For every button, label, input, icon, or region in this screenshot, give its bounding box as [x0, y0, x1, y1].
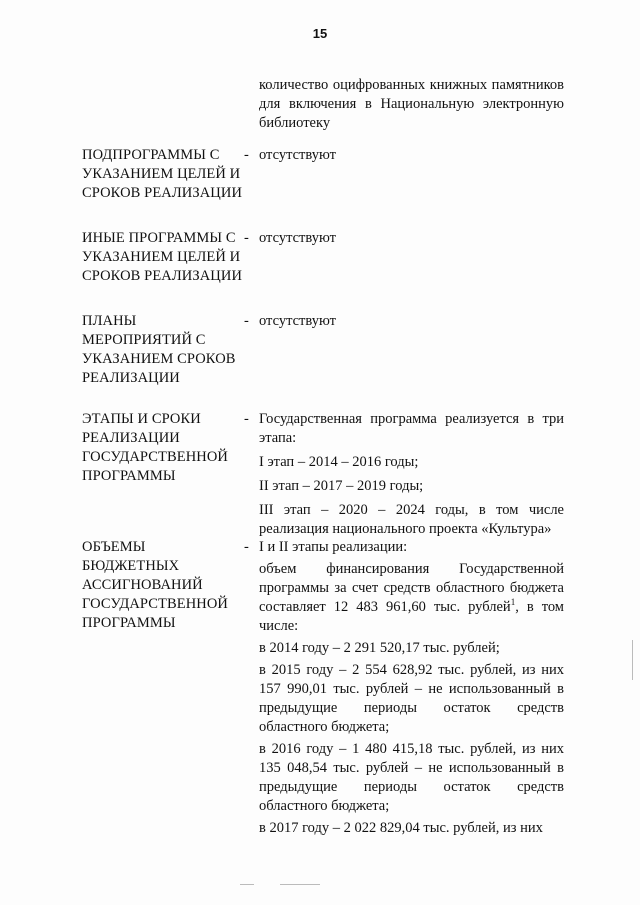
budget-total-tail: , в том числе:: [259, 599, 564, 634]
budget-total-text: объем финансирования Государственной программы за счет средств областного бюджета составляет 12 483 961,60 тыс. рублей: [259, 561, 564, 615]
row-dash: -: [244, 313, 249, 329]
row-label-other-programs: ИНЫЕ ПРОГРАММЫ С УКАЗАНИЕМ ЦЕЛЕЙ И СРОКОВ РЕАЛИЗАЦИИ: [82, 230, 243, 284]
scan-artifact: [280, 884, 320, 885]
scan-artifact: [632, 640, 633, 680]
budget-paragraph: [259, 560, 564, 636]
budget-paragraph: в 2016 году – 1 480 415,18 тыс. рублей, из них 135 048,54 тыс. рублей – не использованный в предыдущие периоды остаток средств областного бюджета;: [259, 741, 564, 814]
budget-paragraph: в 2015 году – 2 554 628,92 тыс. рублей, из них 157 990,01 тыс. рублей – не использованный в предыдущие периоды остаток средств областного бюджета;: [259, 662, 564, 735]
intro-paragraph: количество оцифрованных книжных памятников для включения в Национальную электронную библиотеку: [259, 77, 564, 131]
row-dash: -: [244, 230, 249, 246]
row-dash: -: [244, 147, 249, 163]
scan-artifact: [240, 884, 254, 885]
page-number: 15: [312, 26, 328, 41]
budget-paragraph: в 2014 году – 2 291 520,17 тыс. рублей;: [259, 640, 500, 656]
stages-paragraph: II этап – 2017 – 2019 годы;: [259, 478, 424, 494]
row-dash: -: [244, 539, 249, 555]
row-value-budget: [259, 538, 564, 841]
row-label-subprograms: ПОДПРОГРАММЫ С УКАЗАНИЕМ ЦЕЛЕЙ И СРОКОВ РЕАЛИЗАЦИИ: [82, 147, 243, 201]
footnote-marker: 1: [510, 597, 516, 608]
budget-paragraph: в 2017 году – 2 022 829,04 тыс. рублей, из них: [259, 820, 543, 836]
stages-paragraph: III этап – 2020 – 2024 годы, в том числе реализация национального проекта «Культура»: [259, 502, 564, 537]
row-value-other-programs: отсутствуют: [259, 230, 336, 246]
stages-paragraph: I этап – 2014 – 2016 годы;: [259, 454, 419, 470]
budget-paragraph: I и II этапы реализации:: [259, 539, 408, 555]
intro-value: [259, 76, 564, 138]
row-value-subprograms: отсутствуют: [259, 147, 336, 163]
stages-paragraph: Государственная программа реализуется в три этапа:: [259, 411, 564, 446]
row-dash: -: [244, 411, 249, 427]
row-label-action-plans: ПЛАНЫ МЕРОПРИЯТИЙ С УКАЗАНИЕМ СРОКОВ РЕАЛИЗАЦИИ: [82, 313, 236, 386]
row-label-budget: ОБЪЕМЫ БЮДЖЕТНЫХ АССИГНОВАНИЙ ГОСУДАРСТВЕННОЙ ПРОГРАММЫ: [82, 539, 228, 631]
row-label-stages: ЭТАПЫ И СРОКИ РЕАЛИЗАЦИИ ГОСУДАРСТВЕННОЙ ПРОГРАММЫ: [82, 411, 228, 484]
row-value-stages: [259, 410, 564, 544]
row-value-action-plans: отсутствуют: [259, 313, 336, 329]
